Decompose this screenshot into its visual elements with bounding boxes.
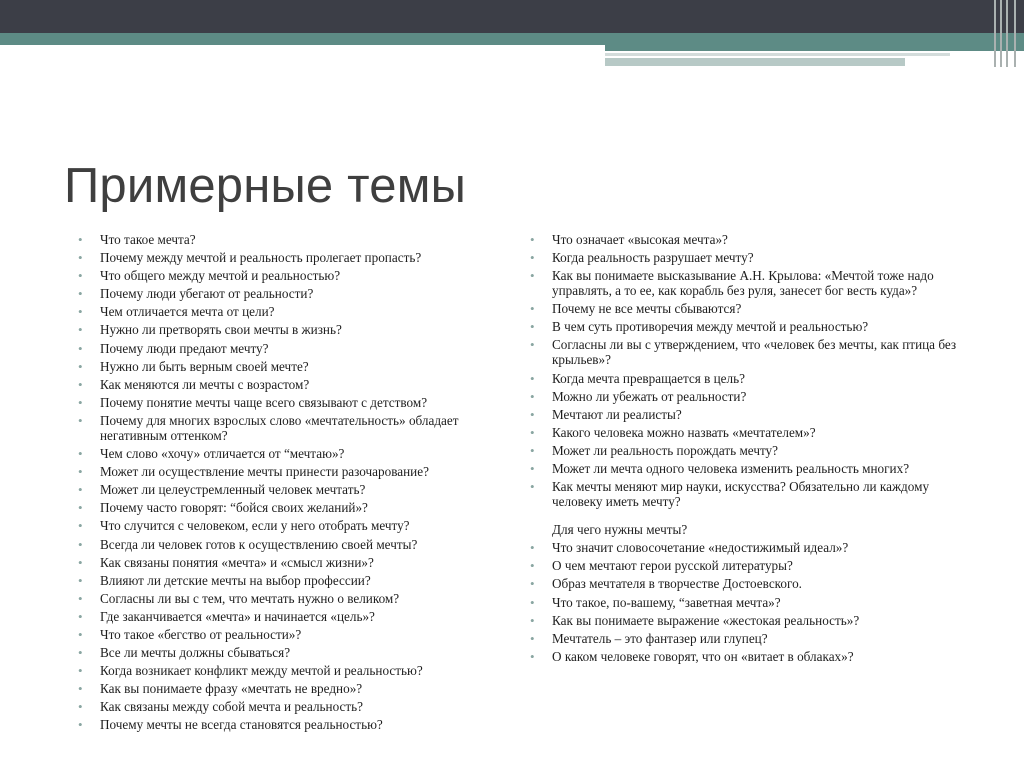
topic-item	[78, 464, 508, 479]
header-teal-bar	[0, 33, 1024, 45]
topic-text: Как вы понимаете выражение «жестокая реальность»?	[552, 612, 860, 628]
topic-text: Почему не все мечты сбываются?	[552, 301, 742, 317]
topic-text: Согласны ли вы с утверждением, что «человек без мечты, как птица без крыльев»?	[552, 337, 957, 368]
bullet-icon: •	[78, 518, 83, 534]
bullet-icon: •	[530, 630, 535, 646]
bullet-icon: •	[78, 482, 83, 498]
topic-item	[530, 522, 970, 537]
topic-item	[530, 631, 970, 646]
topic-item	[530, 613, 970, 628]
header-teal-accent	[605, 45, 1024, 51]
topic-text: Что такое «бегство от реальности»?	[100, 626, 302, 642]
topic-text: О чем мечтают герои русской литературы?	[552, 558, 793, 574]
topic-text: Почему люди предают мечту?	[100, 340, 269, 356]
topic-text: Может ли мечта одного человека изменить реальность многих?	[552, 461, 910, 477]
topic-item	[78, 663, 508, 678]
header-light-stripe	[605, 53, 950, 56]
bullet-icon: •	[78, 232, 83, 247]
topic-item	[78, 555, 508, 570]
topic-item	[530, 337, 970, 367]
topic-text: Что такое, по-вашему, “заветная мечта»?	[552, 594, 781, 610]
topic-item	[78, 518, 508, 533]
topic-text: Чем отличается мечта от цели?	[100, 304, 275, 320]
topic-item	[530, 319, 970, 334]
topic-item	[78, 268, 508, 283]
topic-item	[78, 286, 508, 301]
bullet-icon: •	[530, 540, 535, 556]
bullet-icon: •	[78, 376, 83, 392]
topic-item	[78, 341, 508, 356]
topic-text: Согласны ли вы с тем, что мечтать нужно о великом?	[100, 590, 400, 606]
topic-text: Может ли реальность порождать мечту?	[552, 442, 778, 458]
topic-item	[78, 446, 508, 461]
topic-text: Почему понятие мечты чаще всего связывают с детством?	[100, 394, 428, 410]
topic-item	[530, 232, 970, 247]
bullet-icon: •	[78, 358, 83, 374]
bullet-icon: •	[530, 250, 535, 266]
topic-item	[78, 377, 508, 392]
bullet-icon: •	[78, 663, 83, 679]
topic-text: В чем суть противоречия между мечтой и реальностью?	[552, 319, 869, 335]
topic-item	[78, 591, 508, 606]
topic-item	[78, 250, 508, 265]
topic-text: Для чего нужны мечты?	[552, 522, 688, 538]
topic-item	[530, 461, 970, 476]
left-topic-list	[78, 232, 508, 736]
topic-text: Все ли мечты должны сбываться?	[100, 645, 291, 661]
bullet-icon: •	[78, 590, 83, 606]
topic-text: Почему между мечтой и реальность пролегает пропасть?	[100, 250, 422, 266]
bullet-icon: •	[78, 464, 83, 480]
topic-item	[530, 479, 970, 509]
topic-item	[530, 443, 970, 458]
topic-text: Может ли целеустремленный человек мечтать?	[100, 482, 366, 498]
bullet-icon: •	[530, 461, 535, 477]
topic-text: Что значит словосочетание «недостижимый идеал»?	[552, 540, 849, 556]
bullet-icon: •	[530, 558, 535, 574]
topic-text: Как вы понимаете фразу «мечтать не вредно»?	[100, 681, 363, 697]
topic-text: О каком человеке говорят, что он «витает в облаках»?	[552, 648, 854, 664]
bullet-icon: •	[78, 681, 83, 697]
topic-item	[530, 389, 970, 404]
topic-text: Когда реальность разрушает мечту?	[552, 250, 754, 266]
topic-text: Когда возникает конфликт между мечтой и реальностью?	[100, 663, 423, 679]
topic-item	[78, 681, 508, 696]
topic-item	[78, 359, 508, 374]
topic-text: Что означает «высокая мечта»?	[552, 232, 728, 247]
topic-text: Где заканчивается «мечта» и начинается «цель»?	[100, 608, 375, 624]
bullet-icon: •	[530, 442, 535, 458]
topic-text: Всегда ли человек готов к осуществлению своей мечты?	[100, 536, 418, 552]
bullet-icon: •	[530, 370, 535, 386]
topic-item	[530, 250, 970, 265]
topic-text: Как связаны между собой мечта и реальность?	[100, 699, 364, 715]
header-dark-bar	[0, 0, 1024, 33]
bullet-icon: •	[530, 648, 535, 664]
topic-text: Почему часто говорят: “бойся своих желаний»?	[100, 500, 368, 516]
bullet-icon: •	[530, 424, 535, 440]
bullet-icon: •	[530, 268, 535, 284]
topic-item	[78, 645, 508, 660]
bullet-icon: •	[530, 337, 535, 353]
topic-item	[530, 425, 970, 440]
topic-text: Чем слово «хочу» отличается от “мечтаю»?	[100, 446, 345, 462]
topic-item	[78, 609, 508, 624]
topic-item	[78, 304, 508, 319]
bullet-icon: •	[78, 268, 83, 284]
right-topic-list	[530, 232, 970, 667]
topic-item	[78, 322, 508, 337]
topic-text: Может ли осуществление мечты принести разочарование?	[100, 464, 429, 480]
topic-text: Что такое мечта?	[100, 232, 196, 247]
topic-text: Что случится с человеком, если у него отобрать мечту?	[100, 518, 410, 534]
bullet-icon: •	[78, 304, 83, 320]
topic-text: Почему люди убегают от реальности?	[100, 286, 314, 302]
bullet-icon: •	[530, 576, 535, 592]
topic-item	[78, 482, 508, 497]
bullet-icon: •	[78, 572, 83, 588]
bullet-icon: •	[78, 250, 83, 266]
bullet-icon: •	[78, 340, 83, 356]
topic-item	[530, 576, 970, 591]
topic-text: Когда мечта превращается в цель?	[552, 370, 745, 386]
bullet-icon: •	[78, 286, 83, 302]
topic-text: Какого человека можно назвать «мечтателем»?	[552, 424, 816, 440]
topic-item	[530, 301, 970, 316]
bullet-icon: •	[530, 319, 535, 335]
topic-item	[78, 413, 508, 443]
topic-text: Почему для многих взрослых слово «мечтательность» обладает негативным оттенком?	[100, 412, 459, 443]
topic-text: Нужно ли претворять свои мечты в жизнь?	[100, 322, 342, 338]
topic-text: Мечтают ли реалисты?	[552, 406, 682, 422]
bullet-icon: •	[78, 554, 83, 570]
header-light-stripe-2	[605, 58, 905, 66]
bullet-icon: •	[530, 232, 535, 247]
topic-item	[78, 627, 508, 642]
topic-text: Мечтатель – это фантазер или глупец?	[552, 630, 768, 646]
topic-text: Как меняются ли мечты с возрастом?	[100, 376, 310, 392]
topic-item	[78, 500, 508, 515]
topic-text: Образ мечтателя в творчестве Достоевского.	[552, 576, 802, 592]
bullet-icon: •	[78, 536, 83, 552]
bullet-icon: •	[78, 412, 83, 428]
topic-item	[530, 407, 970, 422]
topic-text: Как вы понимаете высказывание А.Н. Крылова: «Мечтой тоже надо управлять, а то ее, как корабль без руля, занесет бог весть куда»?	[552, 268, 934, 299]
topic-item	[78, 573, 508, 588]
bullet-icon: •	[78, 699, 83, 715]
topic-item	[78, 232, 508, 247]
topic-text: Как мечты меняют мир науки, искусства? Обязательно ли каждому человеку иметь мечту?	[552, 479, 930, 510]
bullet-icon: •	[78, 394, 83, 410]
bullet-icon: •	[530, 594, 535, 610]
bullet-icon: •	[78, 446, 83, 462]
bullet-icon: •	[78, 608, 83, 624]
bullet-icon: •	[530, 612, 535, 628]
topic-item	[78, 717, 508, 732]
bullet-icon: •	[78, 717, 83, 733]
topic-item	[530, 268, 970, 298]
slide-title: Примерные темы	[64, 159, 467, 213]
bullet-icon: •	[78, 322, 83, 338]
topic-item	[530, 371, 970, 386]
topic-text: Как связаны понятия «мечта» и «смысл жизни»?	[100, 554, 374, 570]
topic-text: Влияют ли детские мечты на выбор профессии?	[100, 572, 371, 588]
topic-text: Что общего между мечтой и реальностью?	[100, 268, 341, 284]
topic-item	[530, 595, 970, 610]
topic-item	[530, 540, 970, 555]
bullet-icon: •	[530, 388, 535, 404]
bullet-icon: •	[530, 479, 535, 495]
topic-item	[78, 395, 508, 410]
topic-item	[530, 649, 970, 664]
topic-text: Нужно ли быть верным своей мечте?	[100, 358, 309, 374]
topic-item	[78, 537, 508, 552]
header-vertical-lines	[992, 0, 1024, 67]
bullet-icon: •	[78, 500, 83, 516]
bullet-icon: •	[78, 645, 83, 661]
topic-text: Можно ли убежать от реальности?	[552, 388, 747, 404]
bullet-icon: •	[78, 626, 83, 642]
bullet-icon: •	[530, 301, 535, 317]
topic-item	[530, 558, 970, 573]
topic-item	[78, 699, 508, 714]
topic-text: Почему мечты не всегда становятся реальностью?	[100, 717, 383, 733]
bullet-icon: •	[530, 406, 535, 422]
